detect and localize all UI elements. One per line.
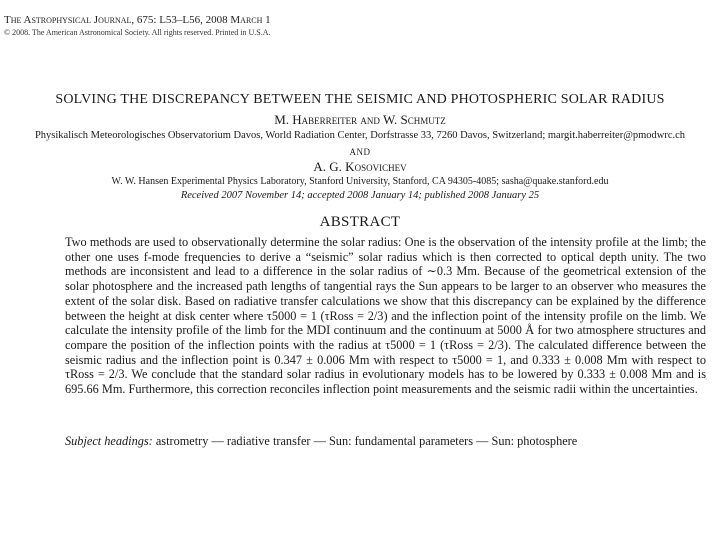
author-conjunction: AND xyxy=(349,147,371,157)
copyright-notice: © 2008. The American Astronomical Society. All rights reserved. Printed in U.S.A. xyxy=(4,28,271,37)
subject-headings xyxy=(65,434,706,449)
paper-title: SOLVING THE DISCREPANCY BETWEEN THE SEISMIC AND PHOTOSPHERIC SOLAR RADIUS xyxy=(55,92,665,107)
author-line-2: A. G. Kosovichev xyxy=(313,159,407,174)
subject-headings-text: astrometry — radiative transfer — Sun: fundamental parameters — Sun: photosphere xyxy=(155,434,578,448)
abstract-text xyxy=(65,235,706,397)
abstract-paragraph: Two methods are used to observationally determine the solar radius: One is the observation of the intensity profile at the limb; the other one uses f-mode frequencies to derive a “seismic” solar radius which is then corrected to optical depth unity. The two methods are inconsistent and lead to a difference in the solar radius of ∼0.3 Mm. Because of the geometrical extension of the solar photosphere and the increased path lengths of tangential rays the Sun appears to be larger to an observer who measures the extent of the solar disk. Based on radiative transfer calculations we show that this discrepancy can be explained by the difference between the height at disk center where τ5000 = 1 (τRoss = 2/3) and the inflection point of the intensity profile on the limb. We calculate the intensity profile of the limb for the MDI continuum and the continuum at 5000 Å for two atmosphere structures and compare the position of the inflection points with the radius at τ5000 = 1 (τRoss = 2/3). The calculated difference between the seismic radius and the inflection point is 0.347 ± 0.006 Mm with respect to τ5000 = 1, and 0.333 ± 0.008 Mm with respect to τRoss = 2/3. We conclude that the standard solar radius in evolutionary models has to be lowered by 0.333 ± 0.008 Mm and is 695.66 Mm. Furthermore, this correction reconciles inflection point measurements and the seismic radii within the uncertainties. xyxy=(65,235,706,397)
affiliation-2: W. W. Hansen Experimental Physics Laboratory, Stanford University, Stanford, CA 94305-4085; sasha@quake.stanford.edu xyxy=(111,176,609,187)
affiliation-1: Physikalisch Meteorologisches Observatorium Davos, World Radiation Center, Dorfstrasse 33, 7260 Davos, Switzerland; margit.haberreiter@pmodwrc.ch xyxy=(34,130,686,141)
subject-headings-label: Subject headings: xyxy=(65,434,153,448)
publication-dates: Received 2007 November 14; accepted 2008 January 14; published 2008 January 25 xyxy=(180,190,540,201)
abstract-heading: ABSTRACT xyxy=(319,214,401,230)
author-line-1: M. Haberreiter and W. Schmutz xyxy=(274,112,446,127)
journal-citation: The Astrophysical Journal, 675: L53–L56, 2008 March 1 xyxy=(4,14,271,26)
